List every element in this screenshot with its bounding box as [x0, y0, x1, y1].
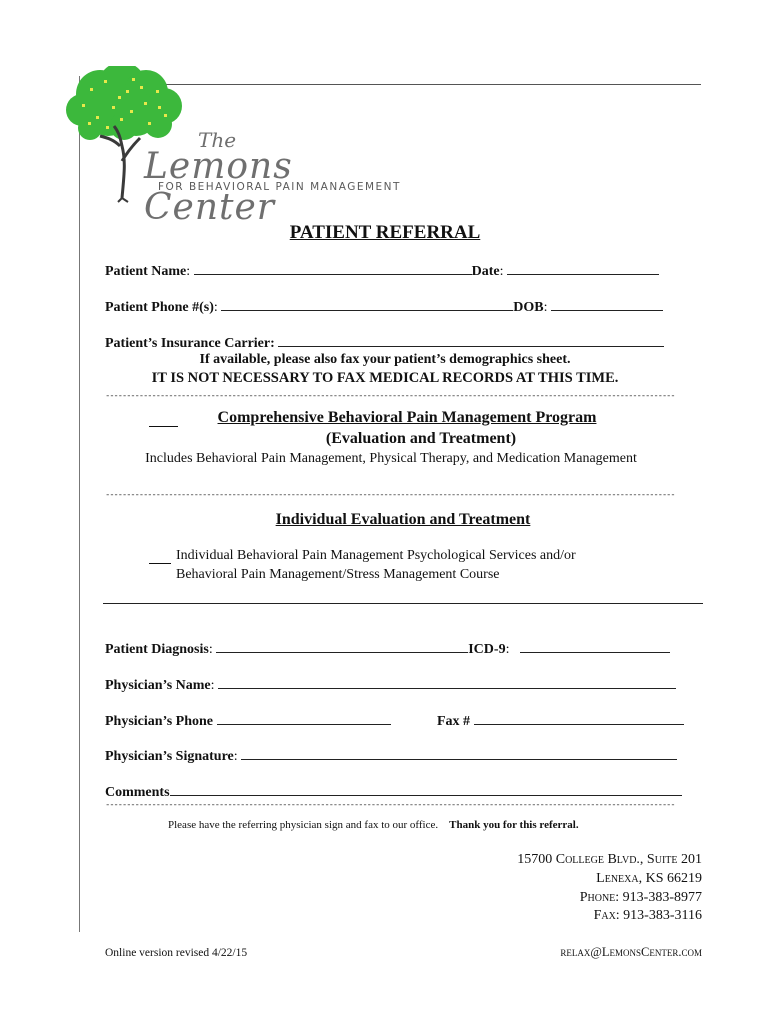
revision-note: Online version revised 4/22/15 — [105, 947, 248, 959]
patient-name-label: Patient Name — [105, 264, 187, 279]
signature-label: Physician’s Signature — [105, 749, 234, 764]
patient-phone-label: Patient Phone #(s) — [105, 300, 214, 315]
comments-field[interactable] — [170, 783, 682, 796]
comments-row — [105, 783, 682, 801]
fax-number: Fax: 913-383-3116 — [593, 908, 702, 923]
dashed-divider — [105, 800, 675, 810]
email-address[interactable]: relax@LemonsCenter.com — [560, 945, 702, 959]
diagnosis-row: Patient Diagnosis: ICD-9: — [105, 640, 670, 658]
icd-label: ICD-9 — [468, 642, 506, 657]
insurance-field[interactable] — [278, 334, 664, 347]
insurance-row — [105, 334, 664, 352]
address-line-2: Lenexa, KS 66219 — [596, 871, 702, 886]
address-line-1: 15700 College Blvd., Suite 201 — [517, 852, 702, 867]
physician-fax-row — [437, 712, 684, 730]
signature-row: Physician’s Signature: — [105, 747, 677, 765]
program-includes: Includes Behavioral Pain Management, Physical Therapy, and Medication Management — [145, 451, 637, 466]
individual-line-2: Behavioral Pain Management/Stress Management Course — [176, 567, 500, 582]
date-label: Date — [471, 264, 500, 279]
dob-field[interactable] — [551, 298, 663, 311]
physician-fax-label: Fax # — [437, 714, 471, 729]
individual-line-1: Individual Behavioral Pain Management Psychological Services and/or — [176, 548, 576, 563]
physician-name-label: Physician’s Name — [105, 678, 211, 693]
physician-phone-row — [105, 712, 391, 730]
logo-name: Lemons Center — [144, 146, 293, 228]
individual-checkbox-line[interactable] — [149, 563, 171, 564]
comments-label: Comments — [105, 785, 170, 800]
signature-field[interactable] — [241, 747, 677, 760]
physician-phone-field[interactable] — [217, 712, 391, 725]
date-field[interactable] — [507, 262, 659, 275]
section-rule — [103, 603, 703, 604]
footer-instruction: Please have the referring physician sign and fax to our office. — [168, 819, 439, 831]
footer-thanks: Thank you for this referral. — [449, 819, 579, 831]
physician-name-field[interactable] — [218, 676, 676, 689]
dob-label: DOB — [513, 300, 544, 315]
footer-instruction-row — [168, 819, 579, 831]
fax-demographics-note: If available, please also fax your patient’s demographics sheet. — [199, 352, 571, 367]
diagnosis-label: Patient Diagnosis — [105, 642, 209, 657]
patient-name-row: Patient Name: Date: — [105, 262, 659, 280]
physician-fax-field[interactable] — [474, 712, 684, 725]
dashed-divider — [105, 490, 675, 500]
insurance-label: Patient’s Insurance Carrier: — [105, 336, 275, 351]
icd-field[interactable] — [520, 640, 670, 653]
diagnosis-field[interactable] — [216, 640, 468, 653]
records-note: IT IS NOT NECESSARY TO FAX MEDICAL RECORDS AT THIS TIME. — [151, 370, 619, 386]
physician-phone-label: Physician’s Phone — [105, 714, 213, 729]
physician-name-row: Physician’s Name: — [105, 676, 676, 694]
dashed-divider — [105, 391, 675, 401]
patient-phone-field[interactable] — [221, 298, 513, 311]
phone-number: Phone: 913-383-8977 — [579, 890, 702, 905]
logo-the: The — [198, 128, 237, 152]
program-title: Comprehensive Behavioral Pain Management Program — [217, 409, 597, 426]
program-subtitle: (Evaluation and Treatment) — [325, 430, 517, 447]
patient-phone-row: Patient Phone #(s): DOB: — [105, 298, 663, 316]
page-title: PATIENT REFERRAL — [289, 222, 481, 243]
logo-subtitle: FOR BEHAVIORAL PAIN MANAGEMENT — [158, 181, 401, 193]
patient-name-field[interactable] — [194, 262, 472, 275]
individual-title: Individual Evaluation and Treatment — [275, 511, 531, 528]
